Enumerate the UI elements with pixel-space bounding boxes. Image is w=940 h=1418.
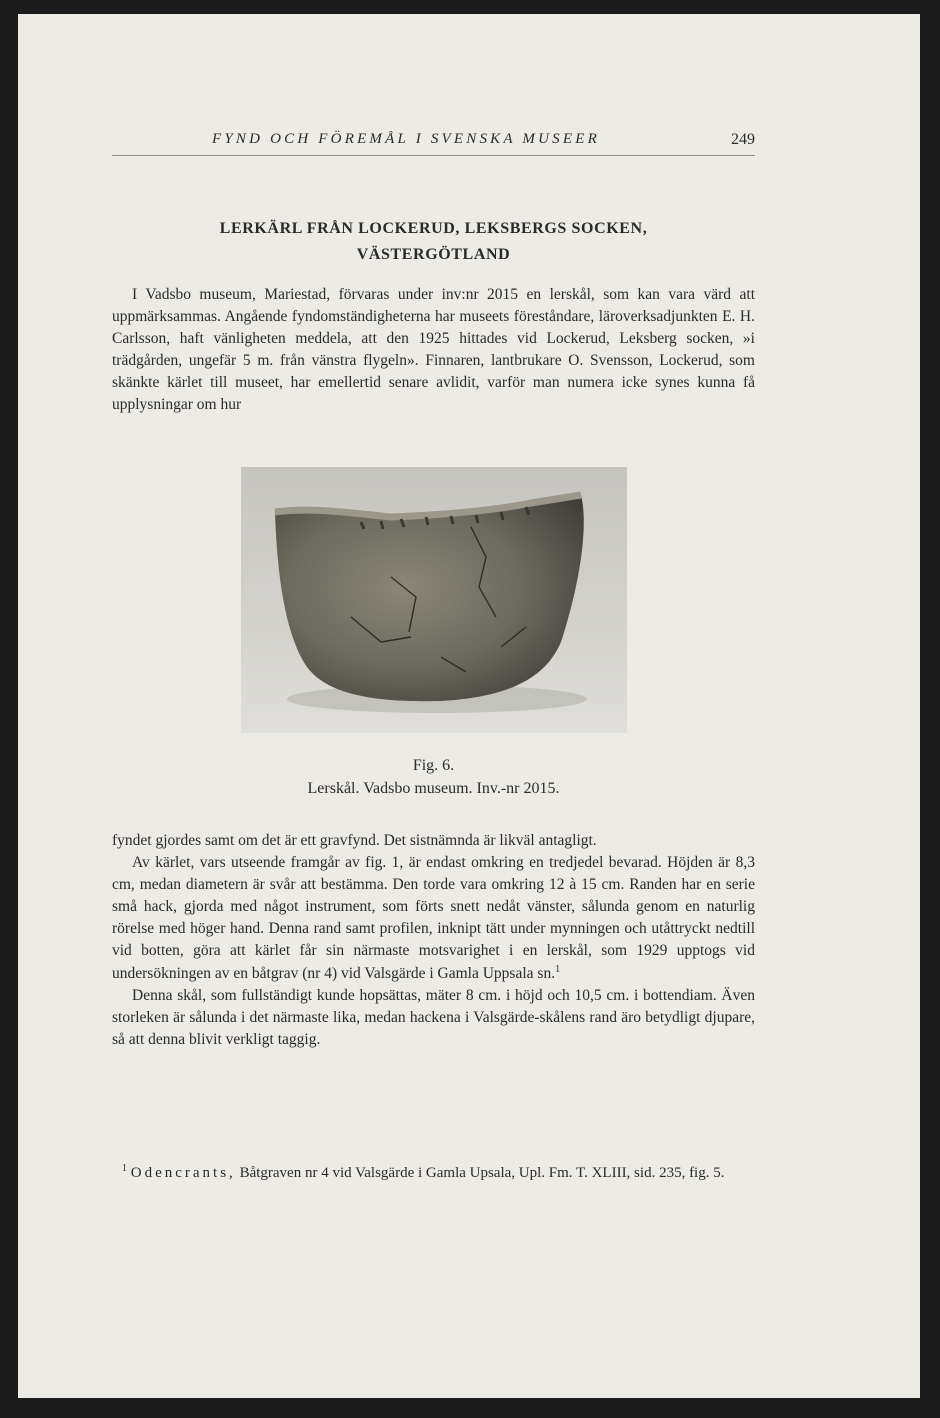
figure-label: Fig. 6.	[412, 757, 455, 774]
paragraph-1: fyndet gjordes samt om det är ett gravfynd. Det sistnämnda är likväl antagligt.	[112, 832, 597, 849]
page-number: 249	[731, 131, 755, 148]
running-head: FYND OCH FÖREMÅL I SVENSKA MUSEER	[212, 131, 600, 147]
footnote-author: Odencrants,	[130, 1165, 236, 1181]
footnote	[112, 1162, 755, 1184]
figure-photo	[241, 467, 627, 733]
clay-bowl-image	[241, 467, 627, 733]
figure-caption: Lerskål. Vadsbo museum. Inv.-nr 2015.	[307, 780, 560, 797]
page-header	[112, 131, 755, 156]
footnote-text: Båtgraven nr 4 vid Valsgärde i Gamla Upsala, Upl. Fm. T. XLIII, sid. 235, fig. 5.	[239, 1165, 725, 1181]
body-text	[112, 830, 755, 1051]
article-title	[112, 216, 755, 268]
paragraph-3: Denna skål, som fullständigt kunde hopsättas, mäter 8 cm. i höjd och 10,5 cm. i bottendiam. Även storleken är sålunda i det närmaste lika, medan hackena i Valsgärde-skålens rand äro betydligt djupare, så att denna blivit verkligt taggig.	[112, 986, 755, 1048]
footnote-mark: 1	[122, 1163, 127, 1174]
intro-paragraph: I Vadsbo museum, Mariestad, förvaras under inv:nr 2015 en lerskål, som kan vara värd att uppmärksammas. Angående fyndomständigheterna har museets föreståndare, läroverksadjunkten E. H. Carlsson, haft vänligheten meddela, att den 1925 hittades vid Lockerud, Leksberg socken, »i trädgården, ungefär 5 m. från vänstra flygeln». Finnaren, lantbrukare O. Svensson, Lockerud, som skänkte kärlet till museet, har emellertid senare avlidit, varför man numera icke synes kunna få upplysningar om hur	[112, 286, 755, 414]
footnote-reference: 1	[555, 963, 561, 975]
intro-text	[112, 284, 755, 417]
paragraph-2-text: Av kärlet, vars utseende framgår av fig. 1, är endast omkring en tredjedel bevarad. Höjden är 8,3 cm, medan diametern är svår att bestämma. Den torde vara omkring 12 à 15 cm. Randen har en serie små hack, gjorda med något instrument, som förts snett nedåt vänster, sålunda genom en naturlig rörelse med höger hand. Denna rand samt profilen, inknipt tätt under mynningen och utåttryckt nedtill vid botten, göra att kärlet får sin närmaste motsvarighet i en lerskål, som 1929 upptogs vid undersökningen av en båtgrav (nr 4) vid Valsgärde i Gamla Uppsala sn.	[112, 854, 755, 982]
footnote-body	[112, 1162, 755, 1184]
paragraph-2	[112, 852, 755, 985]
article-title-line-2: VÄSTERGÖTLAND	[356, 246, 511, 263]
article-title-line-1: LERKÄRL FRÅN LOCKERUD, LEKSBERGS SOCKEN,	[219, 220, 648, 237]
